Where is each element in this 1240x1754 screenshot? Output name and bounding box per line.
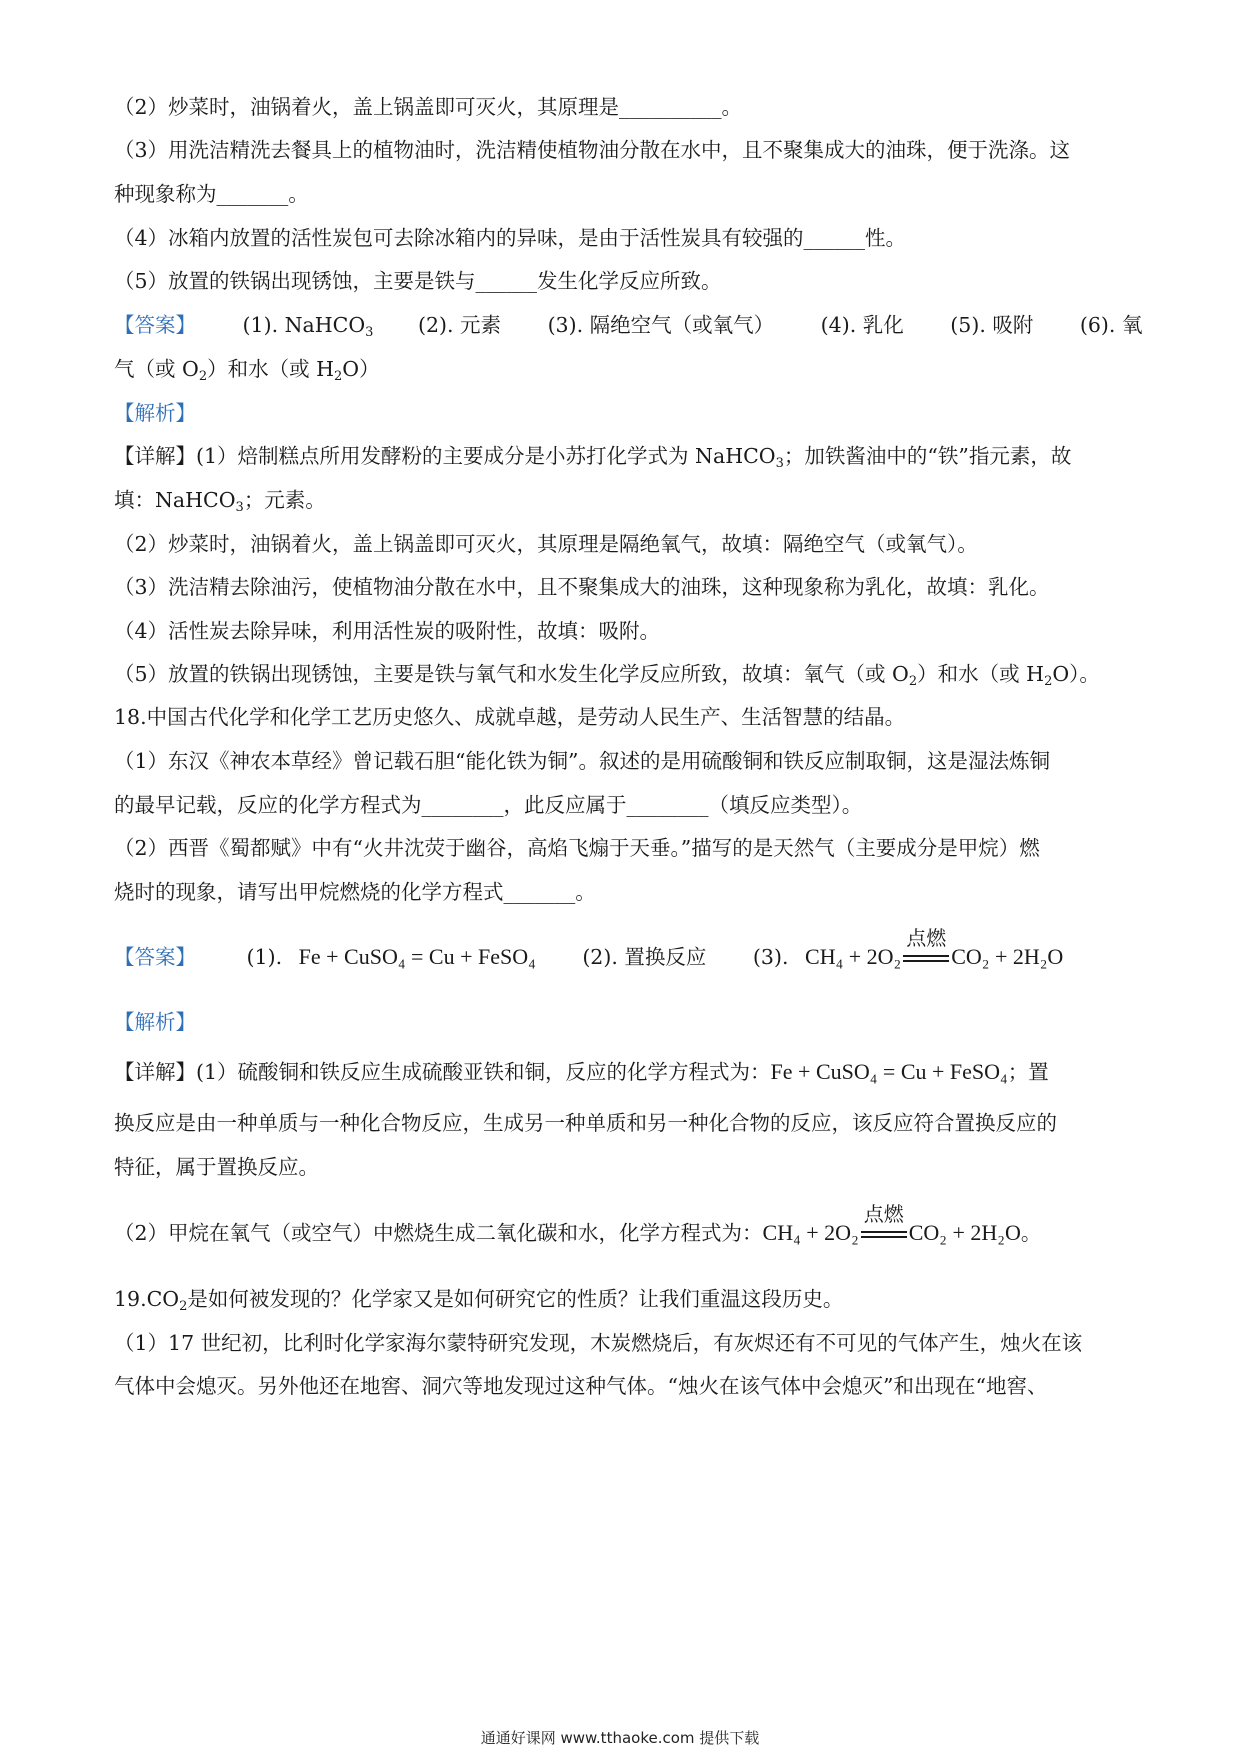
detail-17-line1: 【详解】(1）焙制糕点所用发酵粉的主要成分是小苏打化学式为 NaHCO$_3$；加铁酱油中的“铁”指元素，故 — [114, 444, 1072, 471]
question-17-part2: （2）炒菜时，油锅着火，盖上锅盖即可灭火，其原理是__________。 — [114, 95, 743, 119]
question-17-part3-line2: 种现象称为_______。 — [114, 182, 309, 206]
equation-iron-copper-sulfate: Fe + CuSO₄ = Cu + FeSO₄ — [770, 1059, 1008, 1084]
page-footer: 通通好课网 www.tthaoke.com 提供下载 — [480, 1729, 760, 1747]
detail-17-line3: （2）炒菜时，油锅着火，盖上锅盖即可灭火，其原理是隔绝氧气，故填：隔绝空气（或氧气）。 — [114, 532, 978, 556]
answer-18-item3-label: (3). — [752, 945, 789, 969]
answer-label: 【答案】 — [114, 313, 196, 337]
detail-17-line6: （5）放置的铁锅出现锈蚀，主要是铁与氧气和水发生化学反应所致，故填：氧气（或 $O_2$）和水（或 $H_2O$）。 — [114, 662, 1100, 689]
question-18-part2-line2: 烧时的现象，请写出甲烷燃烧的化学方程式_______。 — [114, 880, 596, 904]
analysis-label: 【解析】 — [114, 1010, 196, 1034]
answer-label: 【答案】 — [114, 945, 196, 969]
question-17-part4: （4）冰箱内放置的活性炭包可去除冰箱内的异味，是由于活性炭具有较强的______性。 — [114, 226, 907, 250]
answer-18-item1-label: (1). — [246, 945, 283, 969]
detail-17-line2: 填：NaHCO$_3$；元素。 — [114, 488, 326, 515]
detail-18-line2: 换反应是由一种单质与一种化合物反应，生成另一种单质和另一种化合物的反应，该反应符合置换反应的 — [114, 1111, 1057, 1135]
answer-17-line1 — [114, 310, 1143, 348]
question-18-part1-line2: 的最早记载，反应的化学方程式为________，此反应属于________（填反应类型）。 — [114, 793, 863, 817]
reaction-condition: 点燃 — [903, 944, 949, 974]
question-18-title: 18.中国古代化学和化学工艺历史悠久、成就卓越，是劳动人民生产、生活智慧的结晶。 — [114, 705, 906, 729]
answer-17-item4: (4). 乳化 — [820, 313, 904, 337]
question-18-part2-line1: （2）西晋《蜀都赋》中有“火井沈荧于幽谷，高焰飞煽于天垂。”描写的是天然气（主要成分是甲烷）燃 — [114, 836, 1040, 860]
question-18-part1-line1: （1）东汉《神农本草经》曾记载石胆“能化铁为铜”。叙述的是用硫酸铜和铁反应制取铜，这是湿法炼铜 — [114, 749, 1051, 773]
question-17-part3-line1: （3）用洗洁精洗去餐具上的植物油时，洗洁精使植物油分散在水中，且不聚集成大的油珠，便于洗涤。这 — [114, 138, 1071, 162]
equation-iron-copper-sulfate: Fe + CuSO₄ = Cu + FeSO₄ — [298, 944, 536, 969]
question-17-part5: （5）放置的铁锅出现锈蚀，主要是铁与______发生化学反应所致。 — [114, 269, 722, 293]
analysis-label: 【解析】 — [114, 401, 196, 425]
answer-17-item6: (6). 氧 — [1079, 313, 1143, 337]
reaction-condition: 点燃 — [861, 1220, 907, 1250]
question-19-part1-line1: （1）17 世纪初，比利时化学家海尔蒙特研究发现，木炭燃烧后，有灰烬还有不可见的气体产生，烛火在该 — [114, 1331, 1083, 1355]
answer-17-item1: (1). NaHCO$_3$ — [242, 313, 374, 340]
detail-17-line5: （4）活性炭去除异味，利用活性炭的吸附性，故填：吸附。 — [114, 619, 661, 643]
detail-18-line1: 【详解】(1）硫酸铜和铁反应生成硫酸亚铁和铜，反应的化学方程式为：Fe + CuSO₄ = Cu + FeSO₄；置 — [114, 1059, 1049, 1084]
answer-18-item2: (2). 置换反应 — [582, 945, 707, 969]
equation-methane-combustion: CH₄ + 2O₂ 点燃 CO₂ + 2H₂O — [805, 944, 1063, 969]
detail-18-line3: 特征，属于置换反应。 — [114, 1155, 319, 1179]
answer-17-item2: (2). 元素 — [417, 313, 502, 337]
answer-17-item3: (3). 隔绝空气（或氧气） — [547, 313, 775, 337]
detail-17-line4: （3）洗洁精去除油污，使植物油分散在水中，且不聚集成大的油珠，这种现象称为乳化，故填：乳化。 — [114, 575, 1050, 599]
question-19-part1-line2: 气体中会熄灭。另外他还在地窖、洞穴等地发现过这种气体。“烛火在该气体中会熄灭”和出现在“地窖、 — [114, 1374, 1048, 1398]
question-19-title: $19.CO_2$是如何被发现的？化学家又是如何研究它的性质？让我们重温这段历史。 — [114, 1287, 844, 1314]
answer-17-line2: 气（或 $O_2$）和水（或 $H_2O$） — [114, 357, 380, 384]
answer-18-line — [114, 927, 1134, 974]
detail-18-line4: （2）甲烷在氧气（或空气）中燃烧生成二氧化碳和水，化学方程式为：CH₄ + 2O₂ 点燃 CO₂ + 2H₂O。 — [114, 1218, 1134, 1250]
equation-methane-combustion: CH₄ + 2O₂ 点燃 CO₂ + 2H₂O — [763, 1220, 1021, 1245]
answer-17-item5: (5). 吸附 — [950, 313, 1034, 337]
